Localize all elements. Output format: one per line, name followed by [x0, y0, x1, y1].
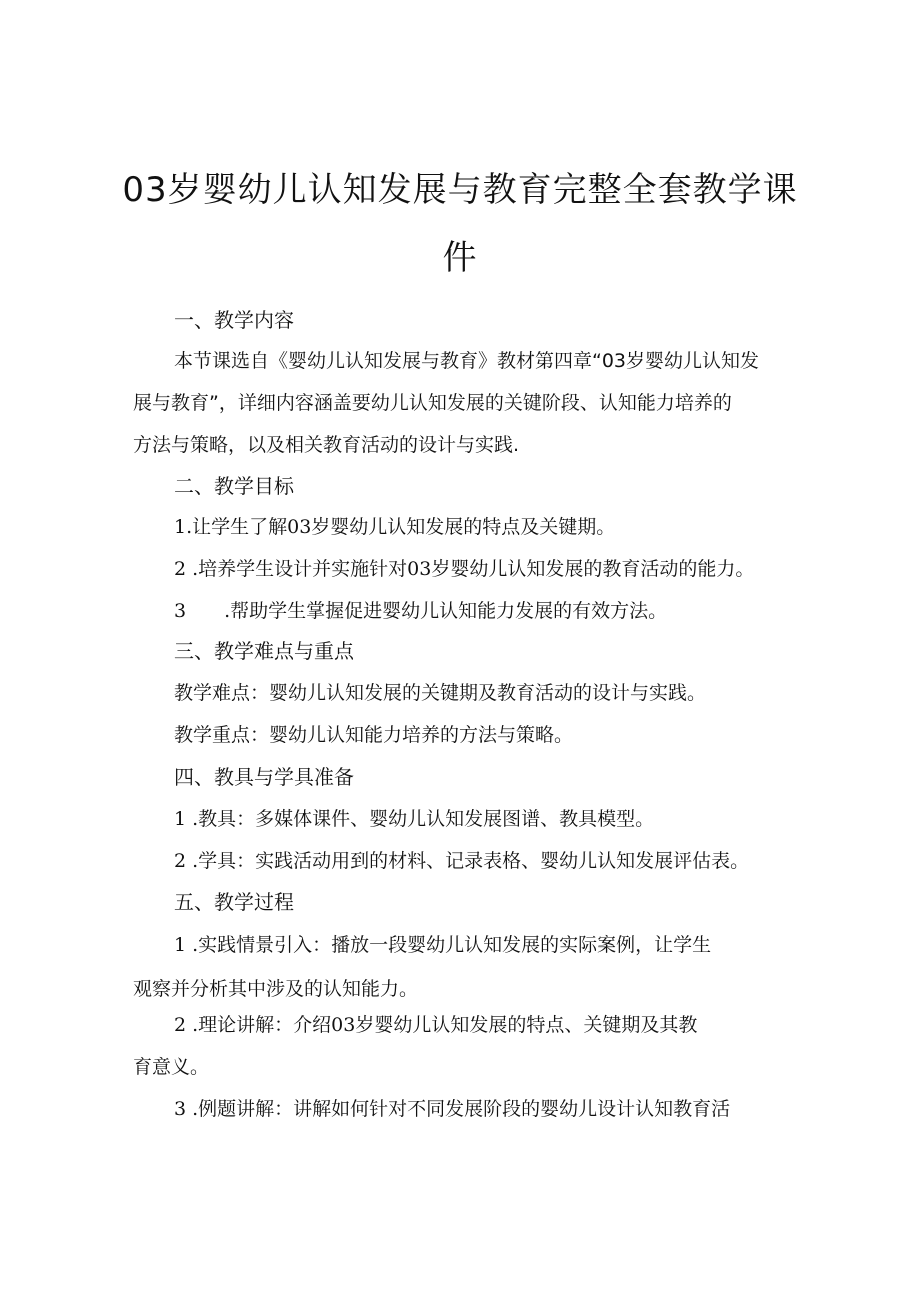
document-title-line-2: 件	[442, 238, 478, 278]
section-heading-materials: 四、教具与学具准备	[174, 765, 354, 789]
document-title-line-1: 03岁婴幼儿认知发展与教育完整全套教学课	[122, 170, 798, 210]
section-heading-difficulties: 三、教学难点与重点	[174, 639, 354, 663]
process-item-continued: 育意义。	[133, 1056, 210, 1078]
paragraph-line: 方法与策略，以及相关教育活动的设计与实践.	[133, 434, 520, 456]
material-item: 1 .教具：多媒体课件、婴幼儿认知发展图谱、教具模型。	[174, 808, 655, 830]
process-item: 2 .理论讲解：介绍03岁婴幼儿认知发展的特点、关键期及其教	[174, 1014, 698, 1036]
process-item-continued: 观察并分析其中涉及的认知能力。	[133, 978, 419, 1000]
focus-item: 教学重点：婴幼儿认知能力培养的方法与策略。	[174, 724, 574, 746]
objective-item: 2 .培养学生设计并实施针对03岁婴幼儿认知发展的教育活动的能力。	[174, 558, 755, 580]
difficulty-item: 教学难点：婴幼儿认知发展的关键期及教育活动的设计与实践。	[174, 682, 707, 704]
paragraph-line: 展与教育”，详细内容涵盖要幼儿认知发展的关键阶段、认知能力培养的	[133, 392, 732, 414]
process-item: 1 .实践情景引入：播放一段婴幼儿认知发展的实际案例，让学生	[174, 934, 712, 956]
paragraph-line: 本节课选自《婴幼儿认知发展与教育》教材第四章“03岁婴幼儿认知发	[174, 350, 760, 372]
objective-item: 1.让学生了解03岁婴幼儿认知发展的特点及关键期。	[174, 516, 616, 538]
process-item: 3 .例题讲解：讲解如何针对不同发展阶段的婴幼儿设计认知教育活	[174, 1098, 731, 1120]
material-item: 2 .学具：实践活动用到的材料、记录表格、婴幼儿认知发展评估表。	[174, 850, 750, 872]
section-heading-content: 一、教学内容	[174, 308, 294, 332]
section-heading-objectives: 二、教学目标	[174, 474, 294, 498]
objective-item: 3 .帮助学生掌握促进婴幼儿认知能力发展的有效方法。	[174, 600, 668, 622]
section-heading-process: 五、教学过程	[174, 890, 294, 914]
